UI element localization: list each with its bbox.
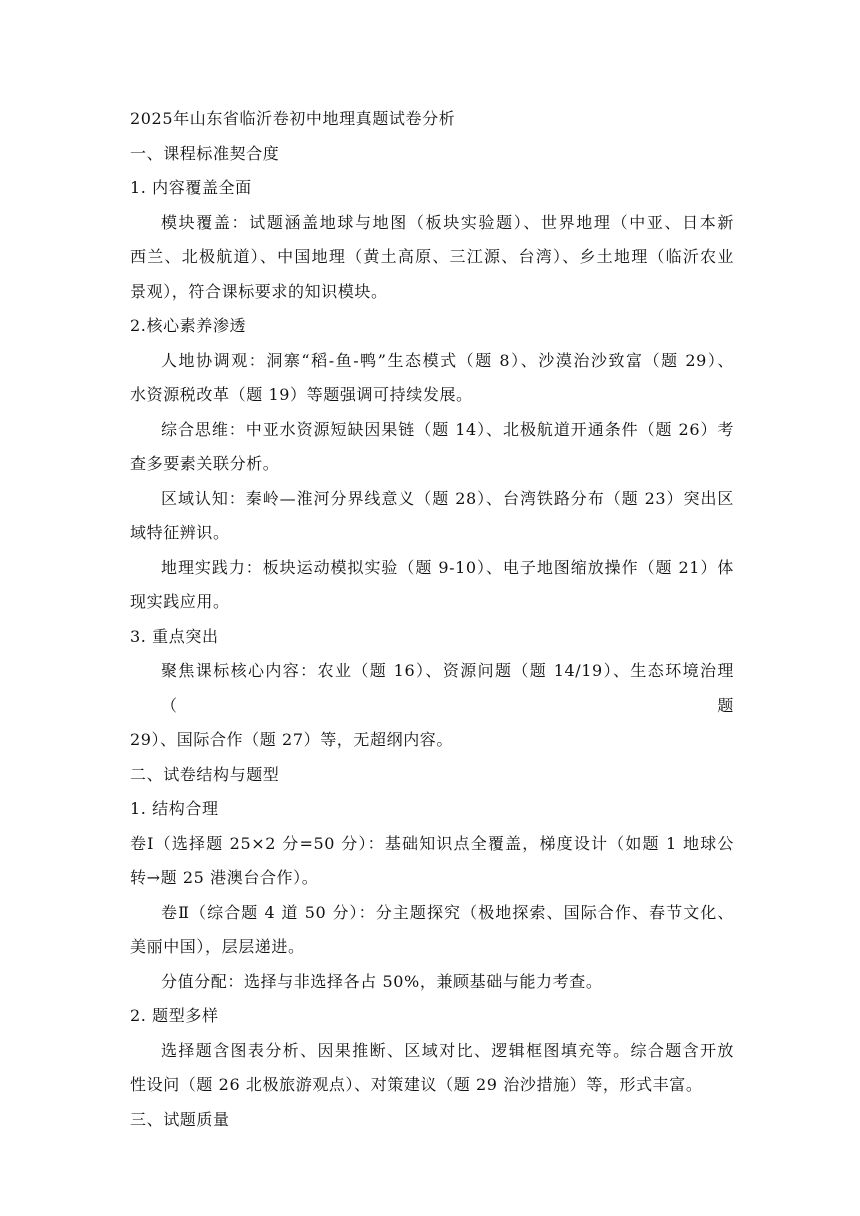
paragraph-line: 西兰、北极航道）、中国地理（黄土高原、三江源、台湾）、乡土地理（临沂农业	[130, 247, 734, 266]
paragraph-line: 人地协调观：洞寨“稻-鱼-鸭”生态模式（题 8）、沙漠治沙致富（题 29）、	[161, 350, 734, 370]
paragraph	[130, 1034, 734, 1103]
paragraph-line: 查多要素关联分析。	[130, 454, 280, 473]
paragraph-line: 转→题 25 港澳台合作）。	[130, 868, 319, 887]
document-title: 2025年山东省临沂卷初中地理真题试卷分析	[130, 109, 456, 128]
paragraph-line: 美丽中国），层层递进。	[130, 937, 305, 956]
document-page	[130, 102, 734, 1137]
paragraph-line: 水资源税改革（题 19）等题强调可持续发展。	[130, 385, 473, 404]
paragraph-line: 综合思维：中亚水资源短缺因果链（题 14）、北极航道开通条件（题 26）考	[161, 419, 734, 439]
paragraph-line: 29）、国际合作（题 27）等，无超纲内容。	[130, 730, 454, 749]
paragraph	[130, 896, 734, 965]
subsection-heading: 2.核心素养渗透	[130, 316, 247, 335]
paragraph-line: 卷Ⅰ（选择题 25×2 分=50 分）：基础知识点全覆盖，梯度设计（如题 1 地球公	[130, 833, 734, 853]
subsection-heading: 1. 内容覆盖全面	[130, 178, 252, 197]
subsection-heading: 2. 题型多样	[130, 1006, 219, 1025]
paragraph-line: 分值分配：选择与非选择各占 50%，兼顾基础与能力考查。	[161, 971, 603, 991]
paragraph-line: 现实践应用。	[130, 592, 230, 611]
section-heading: 二、试卷结构与题型	[130, 764, 280, 784]
paragraph-line: 域特征辨识。	[130, 523, 230, 542]
paragraph	[130, 206, 734, 310]
paragraph	[130, 965, 734, 1000]
paragraph	[130, 827, 734, 896]
paragraph	[130, 344, 734, 413]
paragraph-line: 地理实践力：板块运动模拟实验（题 9-10）、电子地图缩放操作（题 21）体	[161, 557, 734, 577]
paragraph-line: 聚焦课标核心内容：农业（题 16）、资源问题（题 14/19）、生态环境治理（题	[161, 661, 734, 715]
paragraph-line: 景观），符合课标要求的知识模块。	[130, 281, 388, 301]
paragraph	[130, 654, 734, 758]
paragraph	[130, 482, 734, 551]
paragraph-line: 卷Ⅱ（综合题 4 道 50 分）：分主题探究（极地探索、国际合作、春节文化、	[161, 902, 734, 922]
paragraph-line: 模块覆盖：试题涵盖地球与地图（板块实验题）、世界地理（中亚、日本新	[161, 212, 734, 232]
paragraph-line: 区域认知：秦岭—淮河分界线意义（题 28）、台湾铁路分布（题 23）突出区	[161, 488, 734, 508]
paragraph	[130, 551, 734, 620]
paragraph-line: 选择题含图表分析、因果推断、区域对比、逻辑框图填充等。综合题含开放	[161, 1040, 734, 1060]
subsection-heading: 1. 结构合理	[130, 799, 219, 818]
paragraph	[130, 413, 734, 482]
section-heading: 一、课程标准契合度	[130, 143, 280, 163]
paragraph-line: 性设问（题 26 北极旅游观点）、对策建议（题 29 治沙措施）等，形式丰富。	[130, 1075, 703, 1094]
section-heading: 三、试题质量	[130, 1109, 230, 1129]
subsection-heading: 3. 重点突出	[130, 626, 219, 646]
